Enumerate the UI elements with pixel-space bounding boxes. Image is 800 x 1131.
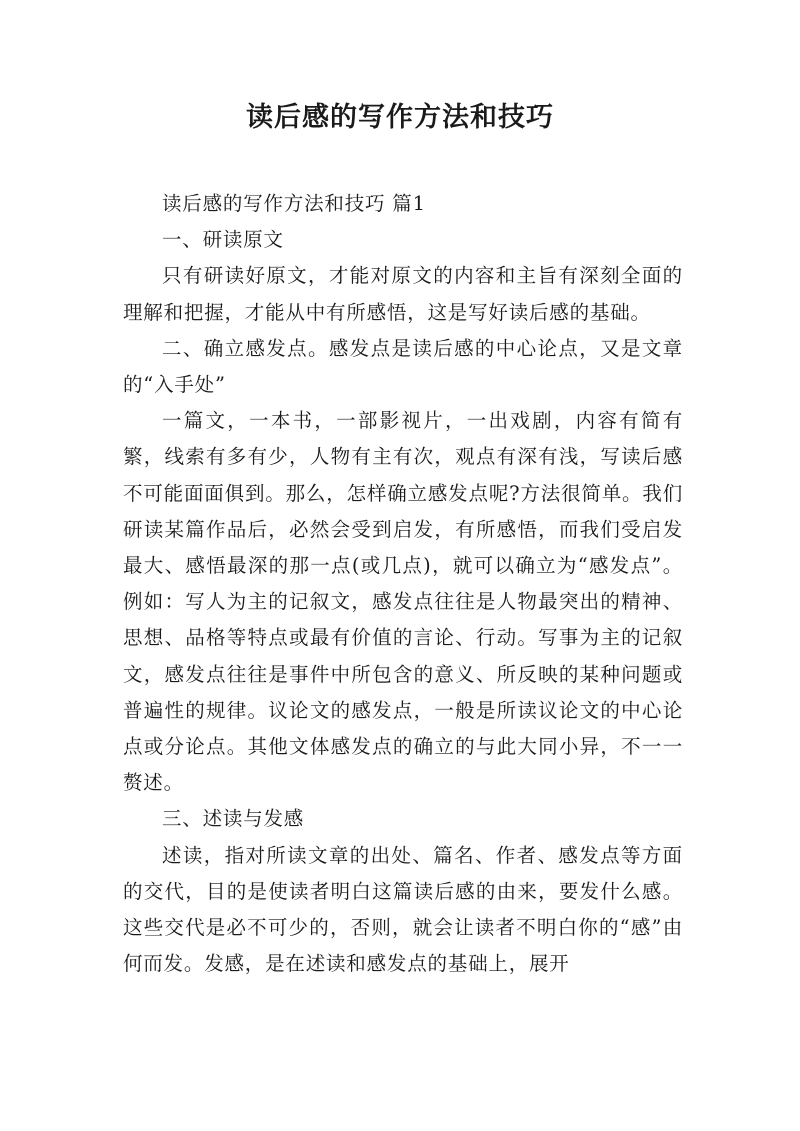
paragraph: 只有研读好原文，才能对原文的内容和主旨有深刻全面的理解和把握，才能从中有所感悟，这是写好读后感的基础。 <box>123 264 683 324</box>
subsection-heading: 二、确立感发点。感发点是读后感的中心论点，又是文章的“入手处” <box>123 336 683 397</box>
document-title: 读后感的写作方法和技巧 <box>246 102 554 133</box>
paragraph: 一篇文，一本书，一部影视片，一出戏剧，内容有简有繁，线索有多有少，人物有主有次，观点有深有浅，写读后感不可能面面俱到。那么，怎样确立感发点呢?方法很简单。我们研读某篇作品后，必然会受到启发，有所感悟，而我们受启发最大、感悟最深的那一点(或几点)，就可以确立为“感发点”。例如：写人为主的记叙文，感发点往往是人物最突出的精神、思想、品格等特点或最有价值的言论、行动。写事为主的记叙文，感发点往往是事件中所包含的意义、所反映的某种问题或普遍性的规律。议论文的感发点，一般是所读议论文的中心论点或分论点。其他文体感发点的确立的与此大同小异，不一一赘述。 <box>123 409 683 795</box>
subsection-heading: 三、述读与发感 <box>162 807 305 831</box>
document-body <box>123 186 683 982</box>
subsection-heading: 一、研读原文 <box>162 228 284 252</box>
paragraph: 述读，指对所读文章的出处、篇名、作者、感发点等方面的交代，目的是使读者明白这篇读后感的由来，要发什么感。这些交代是必不可少的，否则，就会让读者不明白你的“感”由何而发。发感，是在述读和感发点的基础上，展开 <box>123 843 683 976</box>
section-heading: 读后感的写作方法和技巧 篇1 <box>162 192 426 215</box>
